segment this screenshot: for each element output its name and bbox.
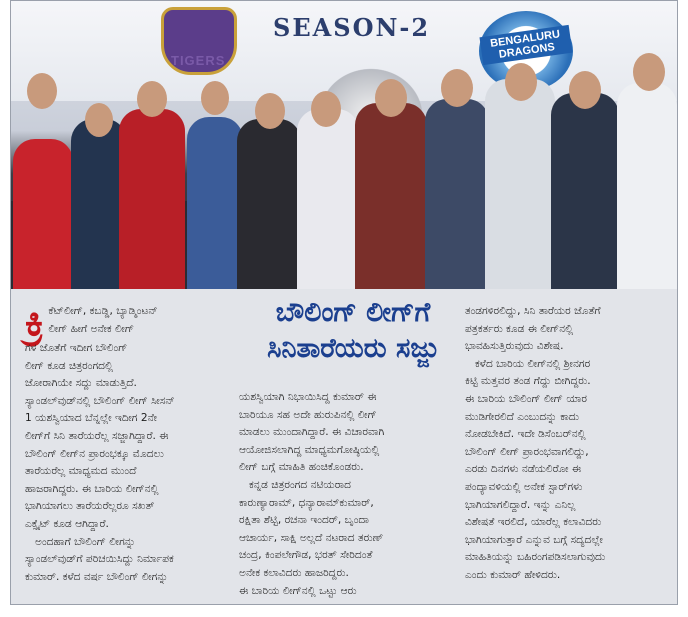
col3-line: ಮಾಹಿತಿಯನ್ನು ಬಹಿರಂಗಪಡಿಸಲಾಗುವುದು <box>465 551 606 564</box>
drop-cap: ಕ್ರಿ <box>25 300 45 344</box>
person-11-head <box>633 53 665 91</box>
col1-line: ಬೌಲಿಂಗ್ ಲೀಗ್‌ನ ಪ್ರಾರಂಭಕ್ಕೂ ಮೊದಲು <box>25 447 164 460</box>
col3-line: ಎಂದು ಕುಮಾರ್ ಹೇಳಿದರು. <box>465 568 561 581</box>
person-5 <box>237 119 301 289</box>
newspaper-clipping <box>10 0 678 605</box>
person-8-head <box>441 69 473 107</box>
col3-line: ಭಾವಹಿಸುತ್ತಿರುವುದು ವಿಶೇಷ. <box>465 340 564 353</box>
person-1 <box>13 139 73 289</box>
article-column-2 <box>239 389 459 600</box>
person-2-head <box>85 103 113 137</box>
person-9-head <box>505 63 537 101</box>
col1-line: ಲೀಗ್‌ಗೆ ಸಿನಿ ತಾರೆಯರೆಲ್ಲ ಸಜ್ಜಾಗಿದ್ದಾರೆ. ಈ <box>25 429 169 442</box>
headline-line-1: ಬೌಲಿಂಗ್ ಲೀಗ್‌ಗೆ <box>275 297 431 328</box>
col3-line: ಕಳೆದ ಬಾರಿಯ ಲೀಗ್‌ನಲ್ಲಿ ಶ್ರೀನಗರ <box>475 357 591 370</box>
person-8 <box>425 99 489 289</box>
col1-line: 1 ಯಶಸ್ವಿಯಾದ ಬೆನ್ನಲ್ಲೇ ಇದೀಗ 2ನೇ <box>25 412 158 425</box>
col1-line: ಲೀಗ್ ಕೂಡ ಚಿತ್ರರಂಗದಲ್ಲಿ <box>25 359 114 372</box>
col1-line: ಅಂದಹಾಗೆ ಬೌಲಿಂಗ್ ಲೀಗನ್ನು <box>35 535 136 548</box>
col2-line: ಕಾರುಣ್ಯಾರಾಮ್, ಧನ್ಯಾರಾಮ್‌ಕುಮಾರ್, <box>239 496 374 509</box>
col1-line: ಗಳ ಜೊತೆಗೆ ಇದೀಗ ಬೌಲಿಂಗ್ <box>25 342 128 354</box>
dragons-logo-text: BENGALURU DRAGONS <box>479 25 572 65</box>
person-4-head <box>201 81 229 115</box>
col1-line: ಕುಮಾರ್. ಕಳೆದ ವರ್ಷ ಬೌಲಿಂಗ್ ಲೀಗನ್ನು <box>25 570 169 583</box>
col1-line: ಕೆಟ್‌ಲೀಗ್, ಕಬಡ್ಡಿ, ಬ್ಯಾಡ್ಮಿಂಟನ್ <box>48 305 158 317</box>
person-5-head <box>255 93 285 129</box>
headline-line-2: ಸಿನಿತಾರೆಯರು ಸಜ್ಜು <box>267 333 439 364</box>
person-6-head <box>311 91 341 127</box>
person-3-head <box>137 81 167 117</box>
col2-line: ಈ ಬಾರಿಯ ಲೀಗ್‌ನಲ್ಲಿ ಒಟ್ಟು ಆರು <box>239 584 357 597</box>
person-9 <box>485 79 555 289</box>
col2-line: ಆಯೋಜಿಸಲಾಗಿದ್ದ ಮಾಧ್ಯಮಗೋಷ್ಠಿಯಲ್ಲಿ <box>239 443 380 456</box>
col1-line: ತಾರೆಯರೆಲ್ಲ ಮಾಧ್ಯಮದ ಮುಂದೆ <box>25 465 137 478</box>
col2-line: ಲೀಗ್ ಬಗ್ಗೆ ಮಾಹಿತಿ ಹಂಚಿಕೊಂಡರು. <box>239 461 364 474</box>
col1-line: ಭಾಗಿಯಾಗಲು ತಾರೆಯರೆಲ್ಲರೂ ಸಖತ್ <box>25 500 155 513</box>
col3-line: ಮುಡಿಗೇರಲಿದೆ ಎಂಬುದನ್ನು ಕಾದು <box>465 410 579 423</box>
person-10 <box>551 93 619 289</box>
event-photo <box>11 1 677 289</box>
person-7-head <box>375 79 407 117</box>
col1-line: ಸ್ಯಾಂಡಲ್‌ವುಡ್‌ಗೆ ಪರಿಚಯಿಸಿದ್ದು ನಿರ್ಮಾಪಕ <box>25 553 174 566</box>
col3-line: ಈ ಬಾರಿಯ ಬೌಲಿಂಗ್ ಲೀಗ್ ಯಾರ <box>465 392 588 405</box>
season-title: SEASON-2 <box>273 13 431 42</box>
person-6 <box>297 109 359 289</box>
col3-line: ನೋಡಬೇಕಿದೆ. ಇದೇ ಡಿಸೆಂಬರ್‌ನಲ್ಲಿ <box>465 428 586 441</box>
col2-line: ಚಂದ್ರ, ಕಿಂಪಲೇಗೌಡ, ಭರತ್ ಸೇರಿದಂತೆ <box>239 549 373 562</box>
col2-line: ಕನ್ನಡ ಚಿತ್ರರಂಗದ ನಟಿಯರಾದ <box>249 478 351 491</box>
col1-line: ಎಕ್ಸೈಟ್ ಕೂಡ ಆಗಿದ್ದಾರೆ. <box>25 517 109 530</box>
col2-line: ಮಾಡಲು ಮುಂದಾಗಿದ್ದಾರೆ. ಈ ವಿಚಾರವಾಗಿ <box>239 426 385 439</box>
col3-line: ಕಿಟ್ಟಿ ಮತ್ತವರ ತಂಡ ಗೆದ್ದು ಬೀಗಿದ್ದರು. <box>465 375 591 388</box>
col3-line: ವಿಶೇಷತೆ ಇರಲಿದೆ, ಯಾರೆಲ್ಲ ಕಲಾವಿದರು <box>465 516 602 529</box>
col2-line: ಆಚಾರ್ಯ, ಸಾಕ್ಷಿ ಅಲ್ಲದೆ ನಟರಾದ ತರುಣ್ <box>239 531 384 544</box>
col3-line: ಪಂದ್ಯಾವಳಿಯಲ್ಲಿ ಅನೇಕ ಸ್ಟಾರ್‌ಗಳು <box>465 480 583 493</box>
article-column-1 <box>25 300 245 586</box>
col1-line: ಲೀಗ್ ಹೀಗೆ ಅನೇಕ ಲೀಗ್ <box>48 322 135 335</box>
col1-line: ಹಾಜರಾಗಿದ್ದರು. ಈ ಬಾರಿಯ ಲೀಗ್‌ನಲ್ಲಿ <box>25 482 159 495</box>
col1-line: ಜೋರಾಗಿಯೇ ಸದ್ದು ಮಾಡುತ್ತಿದೆ. <box>25 377 137 390</box>
col2-line: ರಕ್ಷಿತಾ ಶೆಟ್ಟಿ, ರಚನಾ ಇಂದರ್, ಬೃಂದಾ <box>239 514 369 527</box>
article-column-3 <box>465 303 671 585</box>
person-7 <box>355 103 427 289</box>
person-11 <box>617 83 677 289</box>
col3-line: ಭಾಗಿಯಾಗುತ್ತಾರೆ ಎನ್ನುವ ಬಗ್ಗೆ ಸದ್ಯದಲ್ಲೇ <box>465 533 603 546</box>
person-3 <box>119 109 185 289</box>
col3-line: ಪತ್ರಕರ್ತರು ಕೂಡ ಈ ಲೀಗ್‌ನಲ್ಲಿ <box>465 322 574 335</box>
col2-line: ಬಾರಿಯೂ ಸಹ ಅದೇ ಹುರುಪಿನಲ್ಲಿ ಲೀಗ್ <box>239 408 377 421</box>
tigers-logo-text: TIGERS <box>171 53 226 68</box>
person-4 <box>187 117 243 289</box>
col3-line: ತಂಡಗಳಿರಲಿದ್ದು, ಸಿನಿ ತಾರೆಯರ ಜೊತೆಗೆ <box>465 305 601 317</box>
col2-line: ಯಶಸ್ವಿಯಾಗಿ ನಿಭಾಯಿಸಿದ್ದ ಕುಮಾರ್ ಈ <box>239 391 377 403</box>
col3-line: ಬೌಲಿಂಗ್ ಲೀಗ್ ಪ್ರಾರಂಭವಾಗಲಿದ್ದು, <box>465 445 589 458</box>
col1-line: ಸ್ಯಾಂಡಲ್‌ವುಡ್‌ನಲ್ಲಿ ಬೌಲಿಂಗ್ ಲೀಗ್ ಸೀಸನ್ <box>25 394 175 407</box>
person-1-head <box>27 73 57 109</box>
col3-line: ಭಾಗಿಯಾಗಲಿದ್ದಾರೆ. ಇನ್ನು ಎನಿಲ್ಲ <box>465 498 576 511</box>
col2-line: ಅನೇಕ ಕಲಾವಿದರು ಹಾಜರಿದ್ದರು. <box>239 566 349 579</box>
person-10-head <box>569 71 601 109</box>
article <box>11 289 677 605</box>
col3-line: ಎರಡು ದಿನಗಳು ನಡೆಯಲಿರೋ ಈ <box>465 463 582 476</box>
